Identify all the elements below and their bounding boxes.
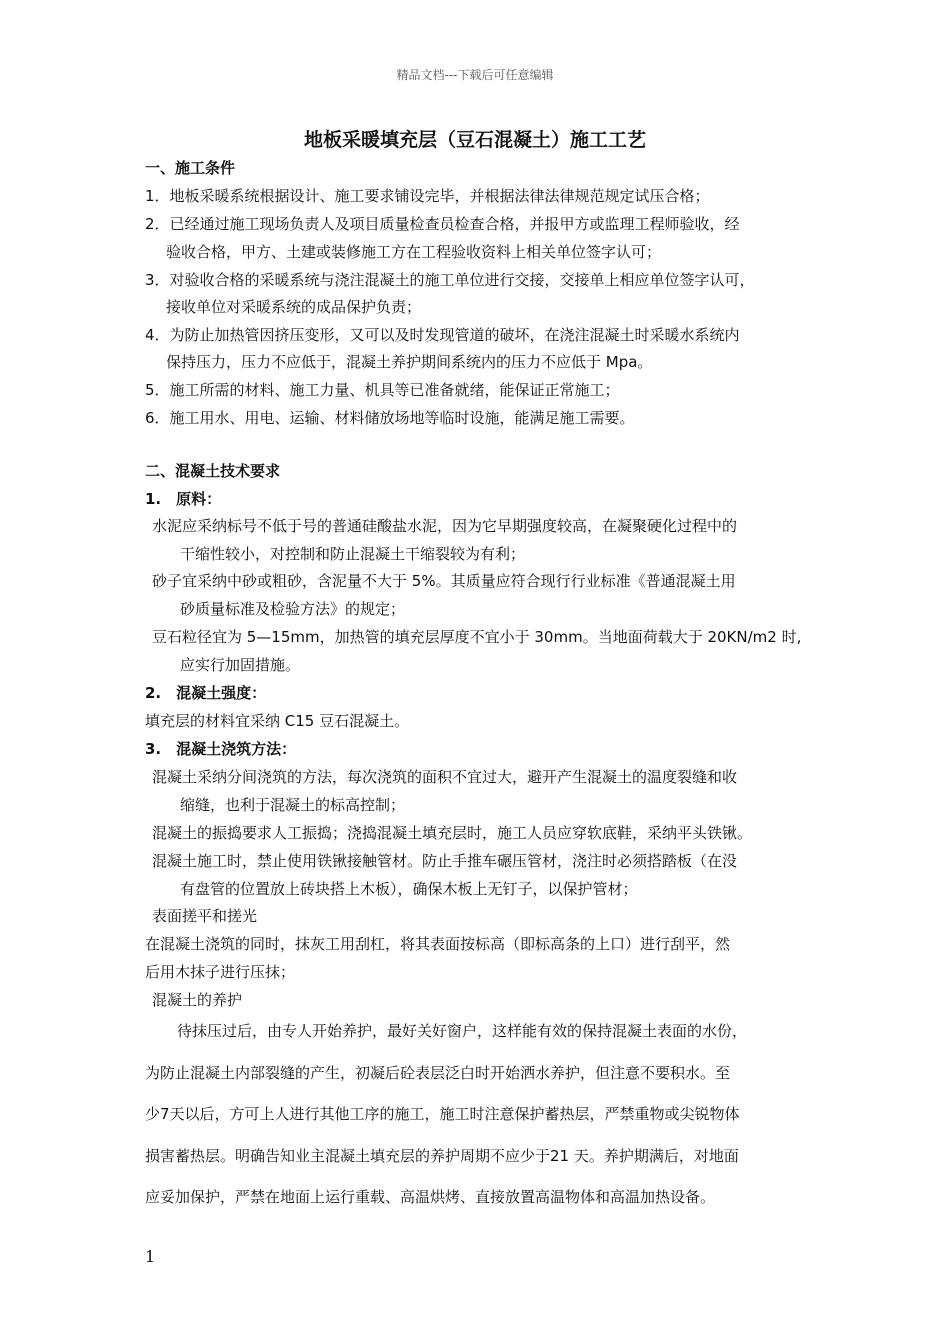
condition-item-6: 6．施工用水、用电、运输、材料储放场地等临时设施，能满足施工需要。 — [145, 409, 635, 427]
subheading-strength: 2. 混凝土强度： — [145, 684, 267, 702]
strength-line: 填充层的材料宜采纳 C15 豆石混凝土。 — [145, 712, 410, 730]
curing-line-5: 应妥加保护，严禁在地面上运行重载、高温烘烤、直接放置高温物体和高温加热设备。 — [145, 1188, 716, 1206]
condition-item-1: 1．地板采暖系统根据设计、施工要求铺设完毕，并根据法律法律规范规定试压合格； — [145, 187, 710, 205]
condition-item-3: 3．对验收合格的采暖系统与浇注混凝土的施工单位进行交接，交接单上相应单位签字认可， — [145, 271, 755, 289]
materials-line-6: 应实行加固措施。 — [180, 656, 301, 674]
pouring-line-1: 混凝土采纳分间浇筑的方法，每次浇筑的面积不宜过大，避开产生混凝土的温度裂缝和收 — [152, 768, 738, 786]
condition-item-4: 4．为防止加热管因挤压变形，又可以及时发现管道的破坏，在浇注混凝土时采暖水系统内 — [145, 326, 740, 344]
materials-line-4: 砂质量标准及检验方法》的规定； — [180, 600, 406, 618]
condition-item-4-cont: 保持压力，压力不应低于，混凝土养护期间系统内的压力不应低于 Mpa。 — [166, 353, 653, 371]
subheading-curing: 混凝土的养护 — [152, 991, 243, 1009]
curing-line-2: 为防止混凝土内部裂缝的产生，初凝后砼表层泛白时开始洒水养护，但注意不要积水。至 — [145, 1064, 731, 1082]
pouring-line-3: 混凝土的振捣要求人工振捣；浇捣混凝土填充层时，施工人员应穿软底鞋，采纳平头铁锹。 — [152, 824, 753, 842]
leveling-line-2: 后用木抹子进行压抹； — [145, 963, 296, 981]
section-heading-conditions: 一、施工条件 — [145, 159, 236, 177]
subheading-materials: 1. 原料： — [145, 490, 222, 508]
pouring-line-2: 缩缝，也利于混凝土的标高控制； — [180, 796, 406, 814]
curing-line-4: 损害蓄热层。明确告知业主混凝土填充层的养护周期不应少于21 天。养护期满后，对地面 — [145, 1147, 739, 1165]
page-number: 1 — [145, 1247, 156, 1266]
condition-item-2: 2．已经通过施工现场负责人及项目质量检查员检查合格，并报甲方或监理工程师验收，经 — [145, 215, 740, 233]
materials-line-3: 砂子宜采纳中砂或粗砂，含泥量不大于 5%。其质量应符合现行行业标准《普通混凝土用 — [152, 572, 736, 590]
pouring-line-4: 混凝土施工时，禁止使用铁锹接触管材。防止手推车碾压管材，浇注时必须搭踏板（在没 — [152, 852, 738, 870]
document-title: 地板采暖填充层（豆石混凝土）施工工艺 — [303, 129, 646, 151]
page-header: 精品文档---下载后可任意编辑 — [396, 68, 554, 82]
curing-line-1: 待抹压过后，由专人开始养护，最好关好窗户，这样能有效的保持混凝土表面的水份， — [177, 1022, 748, 1040]
materials-line-5: 豆石粒径宜为 5—15mm，加热管的填充层厚度不宜小于 30mm。当地面荷载大于 20KN/m2 时, — [152, 628, 802, 646]
condition-item-3-cont: 接收单位对采暖系统的成品保护负责； — [166, 298, 422, 316]
condition-item-5: 5．施工所需的材料、施工力量、机具等已准备就绪，能保证正常施工； — [145, 381, 620, 399]
subheading-leveling: 表面搓平和搓光 — [152, 907, 258, 925]
materials-line-2: 干缩性较小，对控制和防止混凝土干缩裂较为有利； — [180, 545, 526, 563]
subheading-pouring: 3. 混凝土浇筑方法： — [145, 740, 297, 758]
curing-line-3: 少7天以后，方可上人进行其他工序的施工，施工时注意保护蓄热层，严禁重物或尖锐物体 — [145, 1105, 740, 1123]
materials-line-1: 水泥应采纳标号不低于号的普通硅酸盐水泥，因为它早期强度较高，在凝聚硬化过程中的 — [152, 517, 738, 535]
condition-item-2-cont: 验收合格，甲方、土建或装修施工方在工程验收资料上相关单位签字认可； — [166, 243, 662, 261]
pouring-line-5: 有盘管的位置放上砖块搭上木板），确保木板上无钉子，以保护管材； — [180, 880, 638, 898]
leveling-line-1: 在混凝土浇筑的同时，抹灰工用刮杠，将其表面按标高（即标高条的上口）进行刮平，然 — [145, 935, 731, 953]
section-heading-concrete: 二、混凝土技术要求 — [145, 462, 281, 480]
